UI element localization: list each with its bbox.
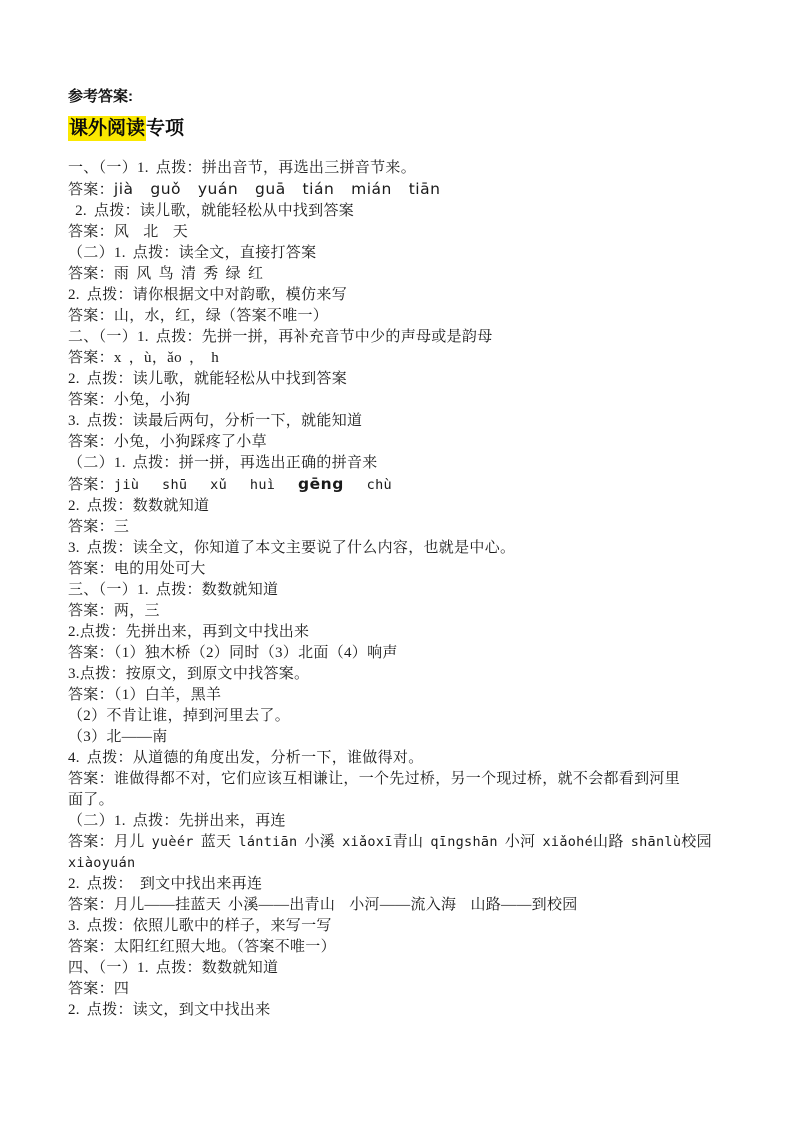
- document-line: [68, 916, 735, 937]
- text-segment: 3. 点拨：读全文，你知道了本文主要说了什么内容，也就是中心。: [68, 540, 516, 556]
- document-title: 参考答案:: [68, 88, 133, 105]
- text-segment: 答案：山，水，红，绿（答案不唯一）: [68, 308, 329, 324]
- pinyin-segment: xiǎohé: [542, 834, 594, 850]
- text-segment: 4. 点拨：从道德的角度出发，分析一下，谁做得对。: [68, 750, 424, 766]
- document-line: [68, 958, 735, 979]
- text-segment: 蓝天: [193, 834, 239, 850]
- document-line: [68, 348, 735, 369]
- text-segment: 三、（一）1. 点拨：数数就知道: [68, 582, 279, 598]
- text-segment: 3.点拨：按原文，到原文中找答案。: [68, 666, 310, 682]
- document-line: [68, 811, 735, 832]
- pinyin-segment: yuèér: [151, 834, 194, 850]
- document-line: [68, 474, 735, 496]
- document-line: [68, 580, 735, 601]
- text-segment: 答案：谁做得都不对，它们应该互相谦让，一个先过桥，另一个现过桥，就不会都看到河里: [68, 771, 681, 787]
- document-line: [68, 748, 735, 769]
- text-segment: 答案：小兔，小狗: [68, 392, 191, 408]
- document-line: [68, 664, 735, 685]
- text-segment: 小河: [497, 834, 543, 850]
- text-segment: 答案：三: [68, 519, 130, 535]
- document-line: [68, 369, 735, 390]
- heading-highlight: 课外阅读: [69, 118, 146, 139]
- text-segment: 四、（一）1. 点拨：数数就知道: [68, 960, 279, 976]
- document-line: [68, 727, 735, 748]
- document-line: [68, 327, 735, 348]
- pinyin-segment: shānlù: [630, 834, 682, 850]
- pinyin-segment: jià guǒ yuán guā tián mián tiān: [113, 180, 441, 198]
- text-segment: （二）1. 点拨：读全文，直接打答案: [68, 245, 317, 261]
- text-segment: 2. 点拨：读儿歌，就能轻松从中找到答案: [68, 203, 355, 219]
- document-line: [68, 895, 735, 916]
- text-segment: 小溪: [297, 834, 343, 850]
- document-line: [68, 496, 735, 517]
- document-line: [68, 832, 735, 853]
- pinyin-segment: xiàoyuán: [68, 855, 136, 871]
- document-line: [68, 538, 735, 559]
- text-segment: 答案：四: [68, 981, 130, 997]
- document-line: [68, 937, 735, 958]
- text-segment: 山路: [593, 834, 631, 850]
- text-segment: 2. 点拨：读儿歌，就能轻松从中找到答案: [68, 371, 348, 387]
- document-line: [68, 306, 735, 327]
- document-line: [68, 411, 735, 432]
- document-line: [68, 222, 735, 243]
- document-line: [68, 874, 735, 895]
- document-line: [68, 1000, 735, 1021]
- document-line: [68, 979, 735, 1000]
- text-segment: （二）1. 点拨：先拼出来，再连: [68, 813, 286, 829]
- text-segment: 答案：: [68, 477, 114, 493]
- text-segment: 答案：小兔，小狗踩疼了小草: [68, 434, 267, 450]
- document-line: [68, 601, 735, 622]
- pinyin-segment: gēng: [298, 475, 344, 493]
- text-segment: 2. 点拨：数数就知道: [68, 498, 210, 514]
- text-segment: 答案：风 北 天: [68, 224, 189, 240]
- document-line: [68, 853, 735, 874]
- document-line: [68, 390, 735, 411]
- text-segment: 面了。: [68, 792, 114, 808]
- document-line: [68, 706, 735, 727]
- text-segment: 答案：月儿: [68, 834, 152, 850]
- document-line: [68, 158, 735, 179]
- document-body: [68, 158, 735, 1021]
- heading-rest: 专项: [146, 118, 185, 139]
- document-line: [68, 559, 735, 580]
- text-segment: 答案：（1）独木桥（2）同时（3）北面（4）响声: [68, 645, 398, 661]
- section-heading: [68, 115, 735, 142]
- document-line: [68, 685, 735, 706]
- document-line: [68, 285, 735, 306]
- text-segment: （2）不肯让谁，掉到河里去了。: [68, 708, 291, 724]
- text-segment: 二、（一）1. 点拨：先拼一拼，再补充音节中少的声母或是韵母: [68, 329, 493, 345]
- document-line: [68, 769, 735, 790]
- text-segment: 2. 点拨：请你根据文中对韵歌，模仿来写: [68, 287, 348, 303]
- document-line: [68, 264, 735, 285]
- document-line: [68, 790, 735, 811]
- pinyin-segment: lántiān: [238, 834, 298, 850]
- pinyin-segment: chù: [343, 477, 392, 493]
- document-line: [68, 453, 735, 474]
- text-segment: 校园: [681, 834, 712, 850]
- text-segment: 答案：（1）白羊，黑羊: [68, 687, 222, 703]
- text-segment: 答案：月儿——挂蓝天 小溪——出青山 小河——流入海 山路——到校园: [68, 897, 578, 913]
- pinyin-segment: qīngshān: [430, 834, 498, 850]
- document-line: [68, 517, 735, 538]
- text-segment: 答案：x ，ù，ǎo ， h: [68, 350, 220, 366]
- text-segment: 青山: [392, 834, 431, 850]
- pinyin-segment: jiù shū xǔ huì: [113, 477, 299, 493]
- text-segment: （3）北——南: [68, 729, 168, 745]
- document-line: [68, 643, 735, 664]
- text-segment: 2. 点拨：读文，到文中找出来: [68, 1002, 271, 1018]
- text-segment: （二）1. 点拨：拼一拼，再选出正确的拼音来: [68, 455, 378, 471]
- document-line: [68, 432, 735, 453]
- text-segment: 2.点拨：先拼出来，再到文中找出来: [68, 624, 310, 640]
- text-segment: 3. 点拨：读最后两句，分析一下，就能知道: [68, 413, 363, 429]
- text-segment: 答案：太阳红红照大地。（答案不唯一）: [68, 939, 336, 955]
- text-segment: 2. 点拨： 到文中找出来再连: [68, 876, 263, 892]
- text-segment: 答案：: [68, 182, 114, 198]
- text-segment: 3. 点拨：依照儿歌中的样子，来写一写: [68, 918, 332, 934]
- text-segment: 答案：雨 风 鸟 清 秀 绿 红: [68, 266, 264, 282]
- text-segment: 答案：两，三: [68, 603, 160, 619]
- document-line: [68, 243, 735, 264]
- text-segment: 一、（一）1. 点拨：拼出音节，再选出三拼音节来。: [68, 160, 417, 176]
- pinyin-segment: xiǎoxī: [342, 834, 393, 850]
- document-line: [68, 179, 735, 201]
- document-line: [68, 201, 735, 222]
- text-segment: 答案：电的用处可大: [68, 561, 206, 577]
- document-line: [68, 622, 735, 643]
